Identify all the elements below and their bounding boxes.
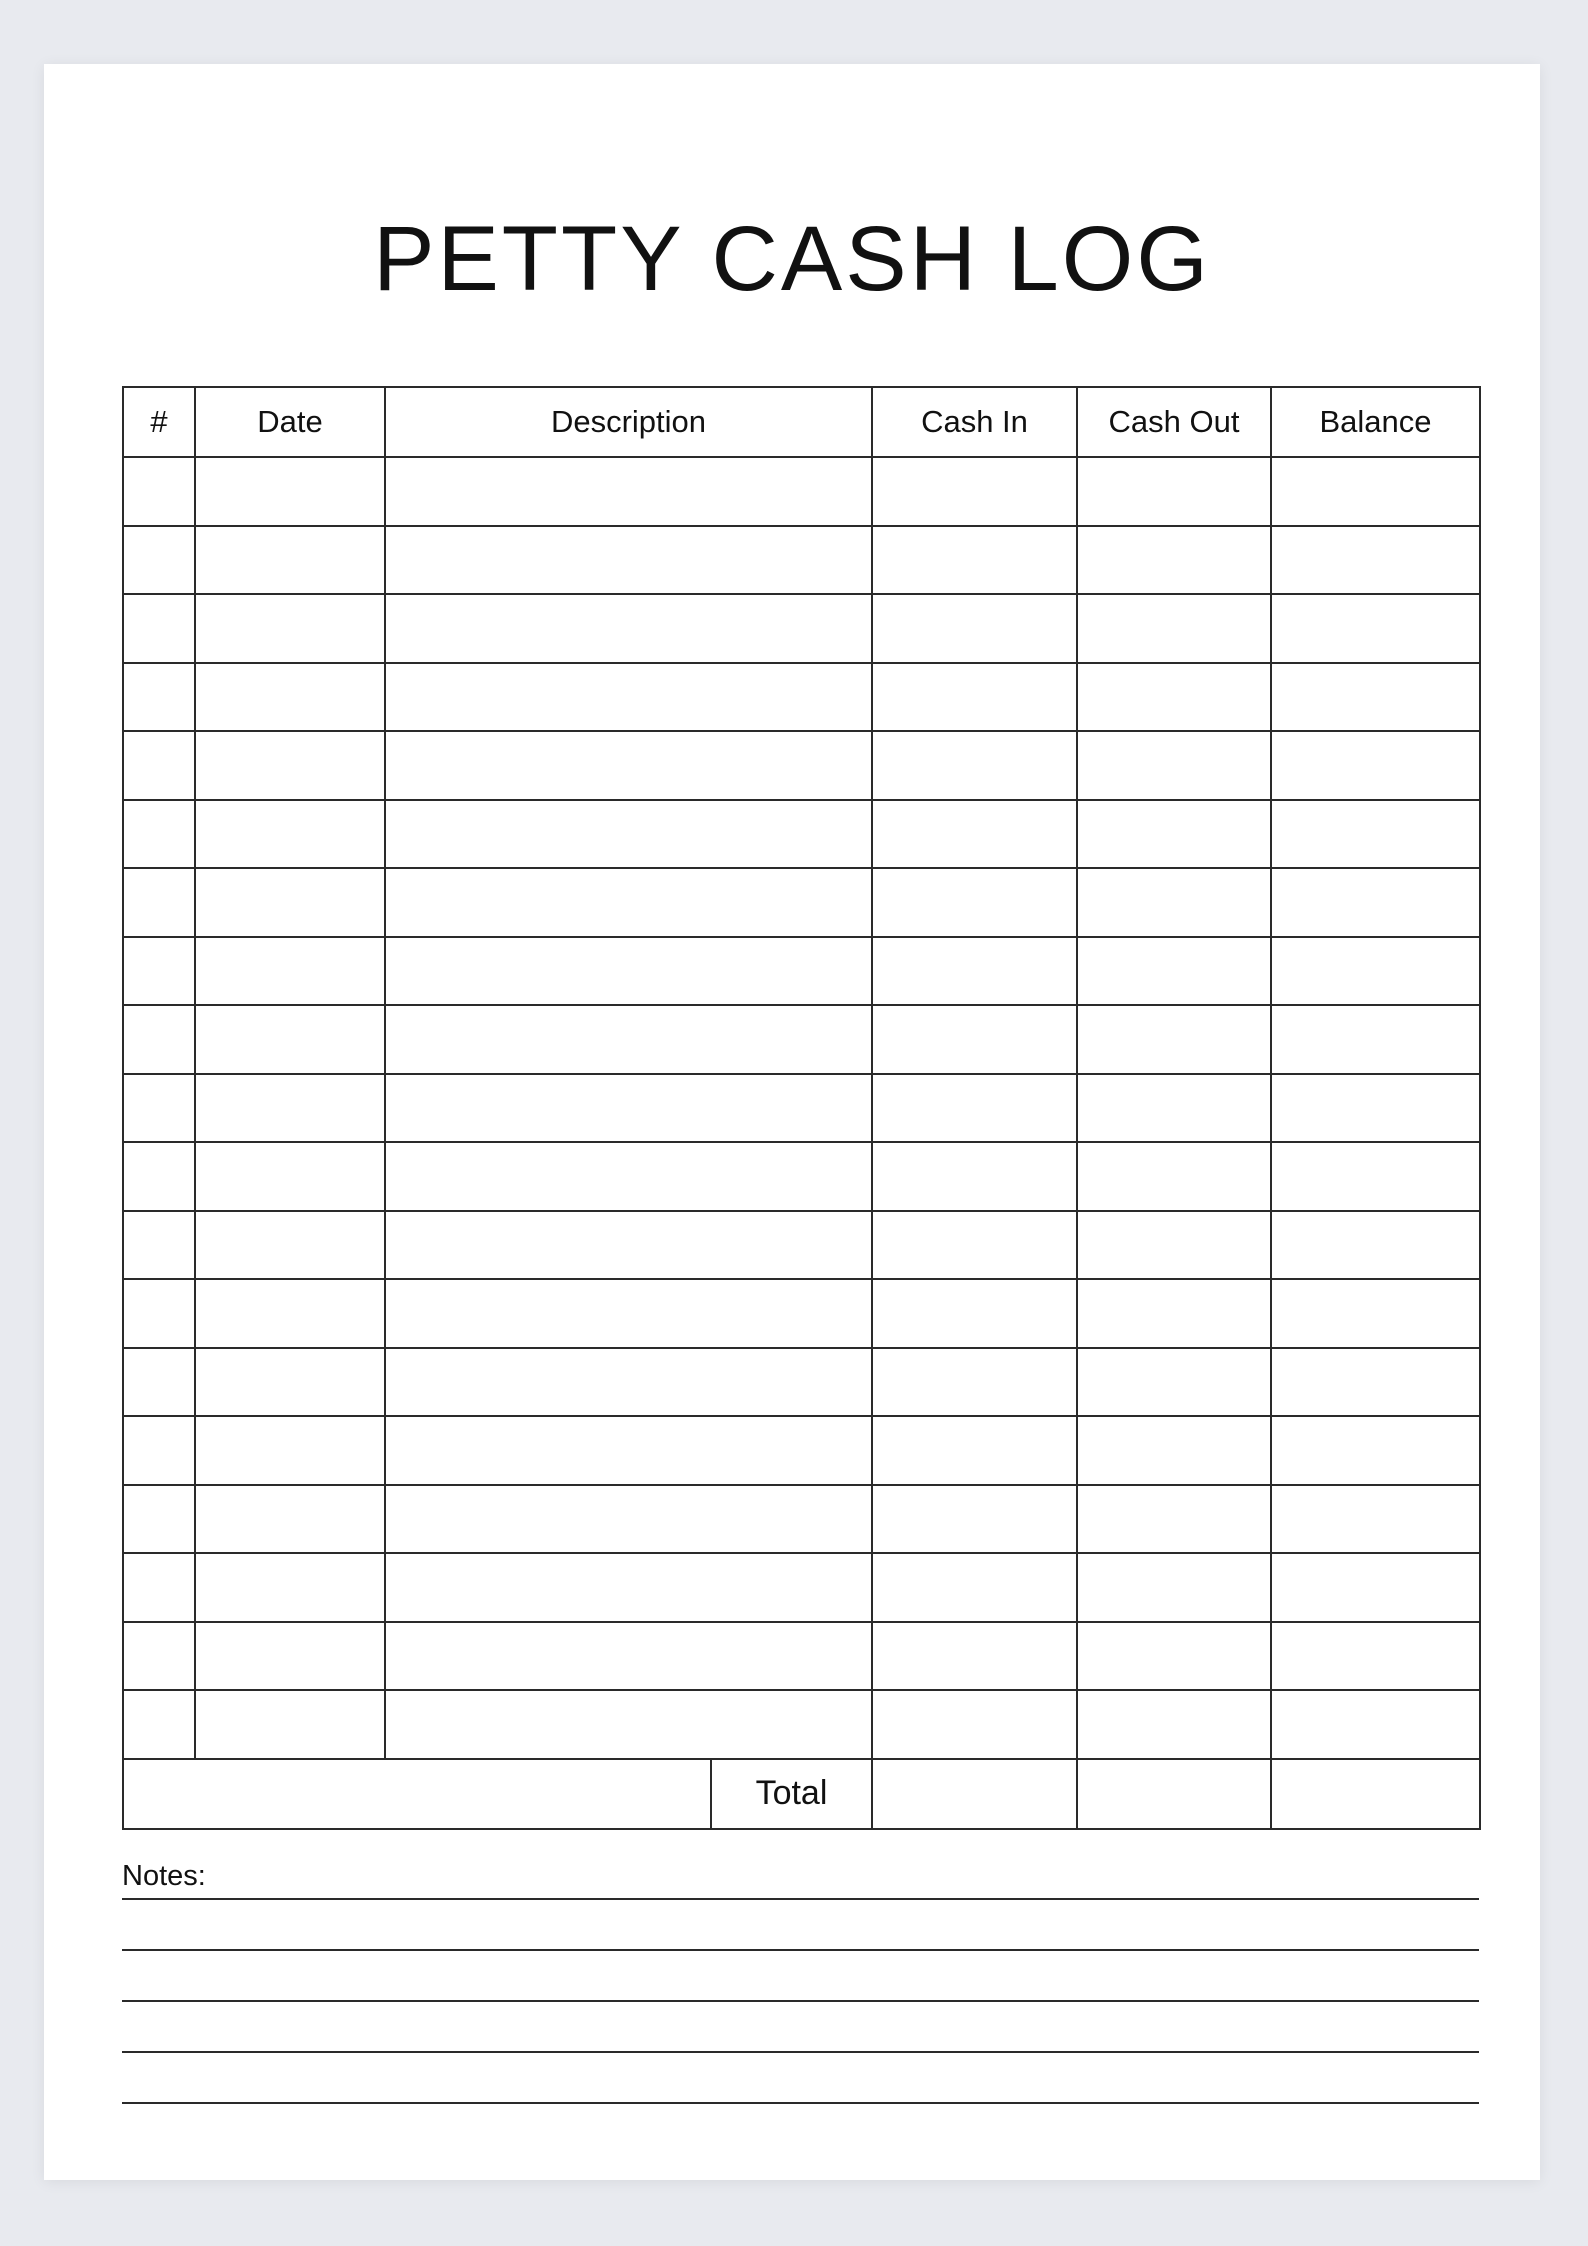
cell-balance[interactable] (1271, 1690, 1480, 1759)
cell-cash-out[interactable] (1077, 868, 1271, 937)
table-row (123, 1211, 1480, 1280)
log-sheet (44, 64, 1540, 2180)
cell-cash-in[interactable] (872, 800, 1077, 869)
cell-balance[interactable] (1271, 594, 1480, 663)
cell-number[interactable] (123, 1142, 195, 1211)
notes-lines (122, 1898, 1479, 2104)
cell-description[interactable] (385, 1416, 872, 1485)
cell-number[interactable] (123, 663, 195, 732)
cell-cash-out[interactable] (1077, 731, 1271, 800)
cell-number[interactable] (123, 1690, 195, 1759)
cell-date[interactable] (195, 1553, 385, 1622)
notes-line[interactable] (122, 2000, 1479, 2002)
petty-cash-table (122, 386, 1481, 1830)
cell-date[interactable] (195, 1074, 385, 1143)
cell-cash-out[interactable] (1077, 1348, 1271, 1417)
cell-cash-out[interactable] (1077, 526, 1271, 595)
table-row (123, 1485, 1480, 1554)
cell-cash-out[interactable] (1077, 1553, 1271, 1622)
cell-description[interactable] (385, 1622, 872, 1691)
cell-number[interactable] (123, 1553, 195, 1622)
table-row (123, 868, 1480, 937)
cell-balance[interactable] (1271, 868, 1480, 937)
cell-cash-out[interactable] (1077, 937, 1271, 1006)
cell-number[interactable] (123, 868, 195, 937)
cell-balance[interactable] (1271, 1553, 1480, 1622)
cell-balance[interactable] (1271, 1279, 1480, 1348)
cell-balance[interactable] (1271, 457, 1480, 526)
cell-cash-out[interactable] (1077, 1005, 1271, 1074)
cell-cash-in[interactable] (872, 1485, 1077, 1554)
cell-number[interactable] (123, 526, 195, 595)
cell-cash-out[interactable] (1077, 1622, 1271, 1691)
cell-cash-in[interactable] (872, 457, 1077, 526)
notes-line[interactable] (122, 1898, 1479, 1900)
cell-cash-in[interactable] (872, 526, 1077, 595)
cell-cash-in[interactable] (872, 1142, 1077, 1211)
cell-number[interactable] (123, 731, 195, 800)
cell-number[interactable] (123, 1416, 195, 1485)
notes-line[interactable] (122, 1949, 1479, 1951)
total-row (123, 1759, 1480, 1829)
cell-balance[interactable] (1271, 1416, 1480, 1485)
cell-number[interactable] (123, 1279, 195, 1348)
cell-cash-in[interactable] (872, 1348, 1077, 1417)
cell-number[interactable] (123, 1622, 195, 1691)
cell-description[interactable] (385, 1005, 872, 1074)
cell-date[interactable] (195, 1416, 385, 1485)
cell-balance[interactable] (1271, 663, 1480, 732)
cell-date[interactable] (195, 937, 385, 1006)
table-row (123, 800, 1480, 869)
cell-number[interactable] (123, 800, 195, 869)
cell-description[interactable] (385, 868, 872, 937)
cell-cash-in[interactable] (872, 1211, 1077, 1280)
cell-cash-out[interactable] (1077, 1211, 1271, 1280)
column-header-date: Date (195, 387, 385, 457)
log-body (123, 457, 1480, 1759)
cell-balance[interactable] (1271, 800, 1480, 869)
notes-line[interactable] (122, 2051, 1479, 2053)
total-cash-out-cell[interactable] (1077, 1759, 1271, 1829)
cell-balance[interactable] (1271, 1005, 1480, 1074)
cell-description[interactable] (385, 937, 872, 1006)
cell-cash-in[interactable] (872, 1279, 1077, 1348)
cell-cash-in[interactable] (872, 937, 1077, 1006)
cell-cash-out[interactable] (1077, 1690, 1271, 1759)
cell-date[interactable] (195, 1005, 385, 1074)
cell-description[interactable] (385, 1211, 872, 1280)
cell-date[interactable] (195, 594, 385, 663)
cell-cash-out[interactable] (1077, 457, 1271, 526)
table-row (123, 663, 1480, 732)
cell-number[interactable] (123, 1211, 195, 1280)
cell-number[interactable] (123, 1005, 195, 1074)
cell-cash-out[interactable] (1077, 1142, 1271, 1211)
table-row (123, 1348, 1480, 1417)
cell-number[interactable] (123, 457, 195, 526)
cell-number[interactable] (123, 1485, 195, 1554)
cell-cash-in[interactable] (872, 1416, 1077, 1485)
notes-section (122, 1856, 1479, 2104)
column-header-number: # (123, 387, 195, 457)
cell-date[interactable] (195, 1690, 385, 1759)
table-row (123, 526, 1480, 595)
notes-label: Notes: (122, 1860, 206, 1892)
table-row (123, 457, 1480, 526)
cell-description[interactable] (385, 594, 872, 663)
table-row (123, 937, 1480, 1006)
table-row (123, 731, 1480, 800)
table-row (123, 1142, 1480, 1211)
notes-line[interactable] (122, 2102, 1479, 2104)
table-row (123, 1279, 1480, 1348)
cell-description[interactable] (385, 1142, 872, 1211)
cell-balance[interactable] (1271, 1074, 1480, 1143)
cell-description[interactable] (385, 800, 872, 869)
cell-date[interactable] (195, 868, 385, 937)
cell-date[interactable] (195, 731, 385, 800)
cell-number[interactable] (123, 1074, 195, 1143)
cell-balance[interactable] (1271, 1348, 1480, 1417)
cell-number[interactable] (123, 594, 195, 663)
column-header-cash-in: Cash In (872, 387, 1077, 457)
cell-cash-in[interactable] (872, 1005, 1077, 1074)
cell-cash-out[interactable] (1077, 1416, 1271, 1485)
cell-description[interactable] (385, 1553, 872, 1622)
cell-balance[interactable] (1271, 526, 1480, 595)
cell-cash-in[interactable] (872, 1690, 1077, 1759)
cell-description[interactable] (385, 1074, 872, 1143)
cell-description[interactable] (385, 457, 872, 526)
cell-cash-out[interactable] (1077, 1074, 1271, 1143)
table-row (123, 1005, 1480, 1074)
total-blank-cell (123, 1759, 385, 1829)
table-row (123, 1553, 1480, 1622)
cell-description[interactable] (385, 663, 872, 732)
cell-number[interactable] (123, 937, 195, 1006)
table-row (123, 1622, 1480, 1691)
cell-cash-out[interactable] (1077, 1279, 1271, 1348)
cell-number[interactable] (123, 1348, 195, 1417)
column-header-balance: Balance (1271, 387, 1480, 457)
cell-description[interactable] (385, 1348, 872, 1417)
cell-date[interactable] (195, 1348, 385, 1417)
cell-cash-in[interactable] (872, 1074, 1077, 1143)
cell-description[interactable] (385, 1485, 872, 1554)
table-row (123, 594, 1480, 663)
column-header-cash-out: Cash Out (1077, 387, 1271, 457)
cell-date[interactable] (195, 1211, 385, 1280)
cell-description[interactable] (385, 526, 872, 595)
cell-cash-out[interactable] (1077, 800, 1271, 869)
total-cash-in-cell[interactable] (872, 1759, 1077, 1829)
cell-date[interactable] (195, 1279, 385, 1348)
cell-cash-in[interactable] (872, 594, 1077, 663)
cell-cash-in[interactable] (872, 1622, 1077, 1691)
total-balance-cell[interactable] (1271, 1759, 1480, 1829)
cell-balance[interactable] (1271, 1142, 1480, 1211)
cell-date[interactable] (195, 1142, 385, 1211)
cell-date[interactable] (195, 1485, 385, 1554)
cell-cash-out[interactable] (1077, 1485, 1271, 1554)
cell-balance[interactable] (1271, 1211, 1480, 1280)
column-header-description: Description (385, 387, 872, 457)
cell-cash-in[interactable] (872, 731, 1077, 800)
cell-balance[interactable] (1271, 1622, 1480, 1691)
cell-cash-in[interactable] (872, 868, 1077, 937)
cell-description[interactable] (385, 731, 872, 800)
cell-date[interactable] (195, 526, 385, 595)
cell-date[interactable] (195, 800, 385, 869)
cell-date[interactable] (195, 457, 385, 526)
cell-cash-out[interactable] (1077, 663, 1271, 732)
cell-description[interactable] (385, 1279, 872, 1348)
table-row (123, 1690, 1480, 1759)
cell-cash-in[interactable] (872, 663, 1077, 732)
cell-date[interactable] (195, 1622, 385, 1691)
header-row (123, 387, 1480, 457)
cell-description[interactable] (385, 1690, 872, 1759)
cell-date[interactable] (195, 663, 385, 732)
cell-cash-out[interactable] (1077, 594, 1271, 663)
table-row (123, 1074, 1480, 1143)
page-title: PETTY CASH LOG (373, 208, 1211, 310)
total-label-cell (385, 1759, 872, 1829)
cell-balance[interactable] (1271, 1485, 1480, 1554)
cell-balance[interactable] (1271, 937, 1480, 1006)
table-row (123, 1416, 1480, 1485)
cell-cash-in[interactable] (872, 1553, 1077, 1622)
cell-balance[interactable] (1271, 731, 1480, 800)
total-label: Total (710, 1760, 871, 1828)
